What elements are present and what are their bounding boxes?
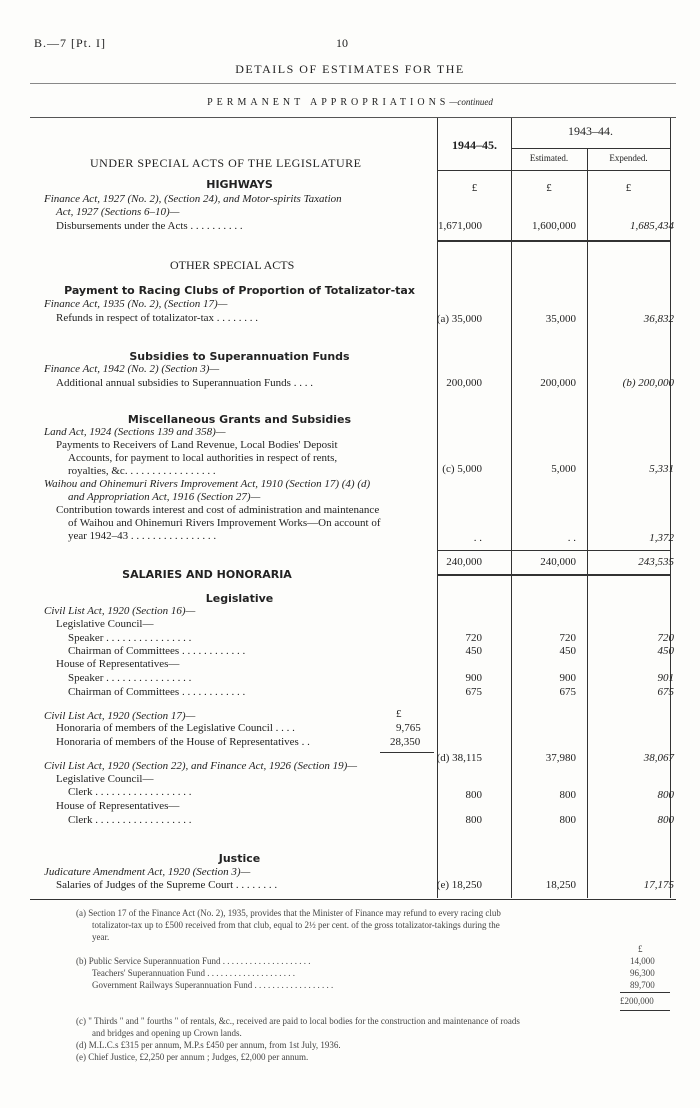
value-estimated: 675 — [559, 686, 576, 698]
footnote-b-total: £200,000 — [620, 996, 654, 1006]
value-expended: 800 — [657, 789, 674, 801]
value-estimated: 800 — [559, 789, 576, 801]
value-expended: (b) 200,000 — [622, 377, 674, 389]
item-label: Disbursements under the Acts . . . . . . . . . . — [56, 220, 243, 232]
value-estimated: 800 — [559, 814, 576, 826]
value-1944: 450 — [465, 645, 482, 657]
report-code: B.—7 [Pt. I] — [34, 36, 106, 50]
header-rule — [511, 148, 670, 149]
value-1944: (a) 35,000 — [436, 313, 482, 325]
value-1944: (c) 5,000 — [442, 463, 482, 475]
value-expended: 1,372 — [649, 532, 674, 544]
section-justice: Justice — [218, 852, 261, 865]
act-ref: Finance Act, 1935 (No. 2), (Section 17)— — [44, 298, 228, 310]
value-1944: 200,000 — [446, 377, 482, 389]
item-label: Legislative Council— — [56, 618, 154, 630]
sum-rule — [380, 752, 434, 753]
footnote-a-cont: year. — [92, 932, 110, 942]
section-racing: Payment to Racing Clubs of Proportion of Totalizator-tax — [64, 284, 415, 297]
col-expended: Expended. — [609, 153, 648, 163]
value-estimated: 37,980 — [545, 752, 576, 764]
section-superannuation: Subsidies to Superannuation Funds — [129, 350, 350, 363]
act-ref: Civil List Act, 1920 (Section 22), and Finance Act, 1926 (Section 19)— — [44, 760, 358, 772]
value-1944: 900 — [465, 672, 482, 684]
footnote-a-cont: totalizator-tax up to £500 received from that club, equal to 2½ per cent. of the gross totalizator-takings during the — [92, 920, 500, 930]
item-label: of Waihou and Ohinemuri Rivers Improvement Works—On account of — [68, 517, 381, 529]
footnote-b: Government Railways Superannuation Fund . . . . . . . . . . . . . . . . . . — [92, 980, 334, 990]
total-expended: 243,535 — [638, 556, 674, 568]
value-estimated: 5,000 — [551, 463, 576, 475]
value-estimated: 35,000 — [545, 313, 576, 325]
item-label: Speaker . . . . . . . . . . . . . . . . — [68, 632, 192, 644]
column-rule — [511, 118, 512, 898]
footnote-d: (d) M.L.C.s £315 per annum, M.P.s £450 per annum, from 1st July, 1936. — [76, 1040, 341, 1050]
col-1943-44: 1943–44. — [568, 124, 613, 138]
act-ref: Judicature Amendment Act, 1920 (Section 3)— — [44, 866, 251, 878]
act-ref: Finance Act, 1927 (No. 2), (Section 24), and Motor-spirits Taxation — [44, 193, 342, 205]
sum-rule — [620, 992, 670, 993]
footnote-b-amount: 89,700 — [630, 980, 655, 990]
col-estimated: Estimated. — [529, 153, 569, 163]
section-main: UNDER SPECIAL ACTS OF THE LEGISLATURE — [90, 156, 362, 170]
item-label: Legislative Council— — [56, 773, 154, 785]
footnote-b-amount: 14,000 — [630, 956, 655, 966]
item-label: Salaries of Judges of the Supreme Court . . . . . . . . — [56, 879, 278, 891]
item-label: Clerk . . . . . . . . . . . . . . . . . . — [68, 814, 192, 826]
item-label: Refunds in respect of totalizator-tax . . . . . . . . — [56, 312, 259, 324]
section-salaries: SALARIES AND HONORARIA — [122, 568, 292, 581]
section-highways: HIGHWAYS — [206, 178, 273, 191]
value-expended: 720 — [657, 632, 674, 644]
page-title: DETAILS OF ESTIMATES FOR THE — [235, 62, 465, 76]
act-ref: Finance Act, 1942 (No. 2) (Section 3)— — [44, 363, 220, 375]
item-amount: 9,765 — [396, 722, 421, 734]
value-1944: 720 — [465, 632, 482, 644]
value-1944: (e) 18,250 — [436, 879, 482, 891]
footnote-c-cont: and bridges and opening up Crown lands. — [92, 1028, 242, 1038]
section-legislative: Legislative — [205, 592, 274, 605]
page-number: 10 — [336, 36, 348, 50]
value-estimated: . . — [567, 532, 576, 544]
item-label: Payments to Receivers of Land Revenue, Local Bodies' Deposit — [56, 439, 338, 451]
total-estimated: 240,000 — [540, 556, 576, 568]
item-label: Additional annual subsidies to Superannuation Funds . . . . — [56, 377, 313, 389]
item-label: Clerk . . . . . . . . . . . . . . . . . . — [68, 786, 192, 798]
footnote-b: Teachers' Superannuation Fund . . . . . . . . . . . . . . . . . . . . — [92, 968, 295, 978]
value-estimated: 720 — [559, 632, 576, 644]
pound-sign: £ — [638, 944, 643, 954]
sum-rule — [620, 1010, 670, 1011]
column-rule — [587, 148, 588, 898]
footnote-a: (a) Section 17 of the Finance Act (No. 2), 1935, provides that the Minister of Finance may refund to every racing club — [76, 908, 501, 918]
value-estimated: 900 — [559, 672, 576, 684]
unit-1: £ — [471, 182, 478, 194]
item-label: Accounts, for payment to local authorities in respect of rents, — [68, 452, 338, 464]
section-other: OTHER SPECIAL ACTS — [170, 258, 295, 272]
act-ref: Civil List Act, 1920 (Section 17)— — [44, 710, 196, 722]
value-1944: 800 — [465, 789, 482, 801]
footnote-b: (b) Public Service Superannuation Fund . . . . . . . . . . . . . . . . . . . . — [76, 956, 311, 966]
value-estimated: 200,000 — [540, 377, 576, 389]
value-expended: 450 — [657, 645, 674, 657]
item-label: Chairman of Committees . . . . . . . . . . . . — [68, 686, 246, 698]
item-amount: 28,350 — [390, 736, 421, 748]
item-label: Speaker . . . . . . . . . . . . . . . . — [68, 672, 192, 684]
section-misc: Miscellaneous Grants and Subsidies — [127, 413, 352, 426]
act-ref: Act, 1927 (Sections 6–10)— — [56, 206, 180, 218]
column-rule — [670, 118, 671, 898]
item-label: royalties, &c. . . . . . . . . . . . . . . . . — [68, 465, 216, 477]
divider — [30, 117, 676, 118]
divider — [30, 83, 676, 84]
act-ref: Civil List Act, 1920 (Section 16)— — [44, 605, 196, 617]
col-1944-45: 1944–45. — [452, 138, 497, 152]
value-1944: 1,671,000 — [438, 220, 482, 232]
value-expended: 5,331 — [649, 463, 674, 475]
value-expended: 901 — [657, 672, 674, 684]
item-label: House of Representatives— — [56, 800, 180, 812]
item-label: Honoraria of members of the Legislative Council . . . . — [56, 722, 295, 734]
value-expended: 17,175 — [643, 879, 674, 891]
item-label: Chairman of Committees . . . . . . . . . . . . — [68, 645, 246, 657]
footnote-e: (e) Chief Justice, £2,250 per annum ; Judges, £2,000 per annum. — [76, 1052, 309, 1062]
subtotal-rule — [437, 550, 670, 551]
value-expended: 675 — [657, 686, 674, 698]
value-1944: . . — [473, 532, 482, 544]
footnote-b-amount: 96,300 — [630, 968, 655, 978]
act-ref: and Appropriation Act, 1916 (Section 27)— — [68, 491, 261, 503]
value-expended: 800 — [657, 814, 674, 826]
item-label: Contribution towards interest and cost of administration and maintenance — [56, 504, 380, 516]
section-rule — [437, 240, 670, 242]
act-ref: Land Act, 1924 (Sections 139 and 358)— — [44, 426, 226, 438]
total-1944: 240,000 — [446, 556, 482, 568]
pound-sign: £ — [396, 708, 402, 720]
unit-2: £ — [546, 182, 552, 194]
value-1944: 675 — [465, 686, 482, 698]
value-expended: 36,832 — [643, 313, 674, 325]
value-1944: 800 — [465, 814, 482, 826]
value-expended: 1,685,434 — [630, 220, 674, 232]
subtitle-suffix: —continued — [449, 97, 493, 107]
footnote-c: (c) " Thirds " and " fourths " of rentals, &c., received are paid to local bodies for the construction and maintenance of roads — [76, 1016, 520, 1026]
section-rule — [437, 574, 670, 576]
value-estimated: 18,250 — [545, 879, 576, 891]
value-expended: 38,067 — [643, 752, 674, 764]
column-rule — [437, 118, 438, 898]
table-bottom-rule — [30, 899, 676, 900]
page-subtitle — [0, 97, 700, 108]
value-1944: (d) 38,115 — [436, 752, 482, 764]
item-label: year 1942–43 . . . . . . . . . . . . . . . . — [68, 530, 217, 542]
value-estimated: 1,600,000 — [532, 220, 576, 232]
header-rule — [437, 170, 670, 171]
value-estimated: 450 — [559, 645, 576, 657]
subtitle-text: PERMANENT APPROPRIATIONS — [207, 97, 450, 108]
act-ref: Waihou and Ohinemuri Rivers Improvement Act, 1910 (Section 17) (4) (d) — [44, 478, 371, 490]
unit-3: £ — [625, 182, 632, 194]
item-label: House of Representatives— — [56, 658, 180, 670]
item-label: Honoraria of members of the House of Representatives . . — [56, 736, 310, 748]
